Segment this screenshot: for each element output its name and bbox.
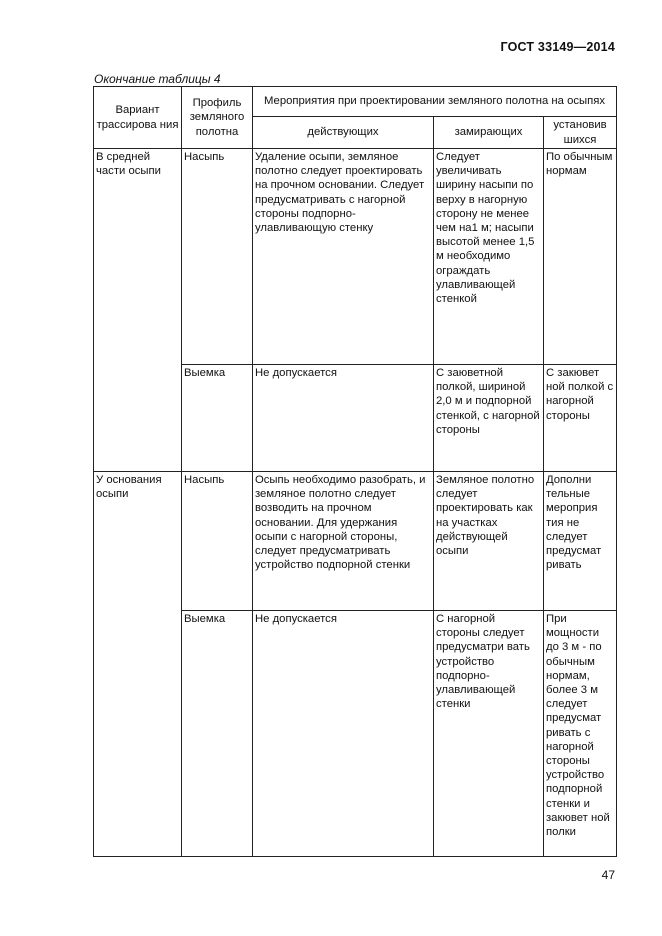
header-measures: Мероприятия при проектировании земляного полотна на осыпях [253,87,617,117]
cell-profile: Насыпь [182,472,253,611]
table-row [94,472,617,611]
cell-active: Не допускается [253,611,434,857]
header-profile: Профиль земляного полотна [182,87,253,149]
header-fading: замирающих [434,117,544,149]
measures-table [93,86,617,857]
cell-settled: С закювет ной полкой с нагорной стороны [544,365,617,472]
cell-settled: Дополни тельные мероприя тия не следует предусмат ривать [544,472,617,611]
header-variant: Вариант трассирова ния [94,87,182,149]
document-code: ГОСТ 33149—2014 [500,40,615,54]
header-row-1 [94,87,617,117]
cell-profile: Выемка [182,365,253,472]
cell-active: Не допускается [253,365,434,472]
header-settled: установив шихся [544,117,617,149]
cell-fading: Земляное полотно следует проектировать как на участках действующей осыпи [434,472,544,611]
cell-active: Удаление осыпи, земляное полотно следует проектировать на прочном основании. Следует предусматривать с нагорной стороны подпорно-улавливающую стенку [253,149,434,365]
cell-fading: С заюветной полкой, шириной 2,0 м и подпорной стенкой, с нагорной стороны [434,365,544,472]
cell-variant: В средней части осыпи [94,149,182,472]
header-active: действующих [253,117,434,149]
cell-fading: Следует увеличивать ширину насыпи по верху в нагорную сторону не менее чем на1 м; насыпи высотой менее 1,5 м необходимо ограждать улавливающей стенкой [434,149,544,365]
cell-settled: По обычным нормам [544,149,617,365]
page-number: 47 [601,868,615,882]
cell-settled: При мощности до 3 м - по обычным нормам, более 3 м следует предусмат ривать с нагорной стороны устройство подпорной стенки и закювет ной полки [544,611,617,857]
table-caption: Окончание таблицы 4 [94,72,221,86]
table-row [94,149,617,365]
cell-variant: У основания осыпи [94,472,182,857]
cell-active: Осыпь необходимо разобрать, и земляное полотно следует возводить на прочном основании. Для удержания осыпи с нагорной стороны, следует предусматривать устройство подпорной стенки [253,472,434,611]
cell-fading: С нагорной стороны следует предусматри вать устройство подпорно-улавливающей стенки [434,611,544,857]
cell-profile: Насыпь [182,149,253,365]
cell-profile: Выемка [182,611,253,857]
